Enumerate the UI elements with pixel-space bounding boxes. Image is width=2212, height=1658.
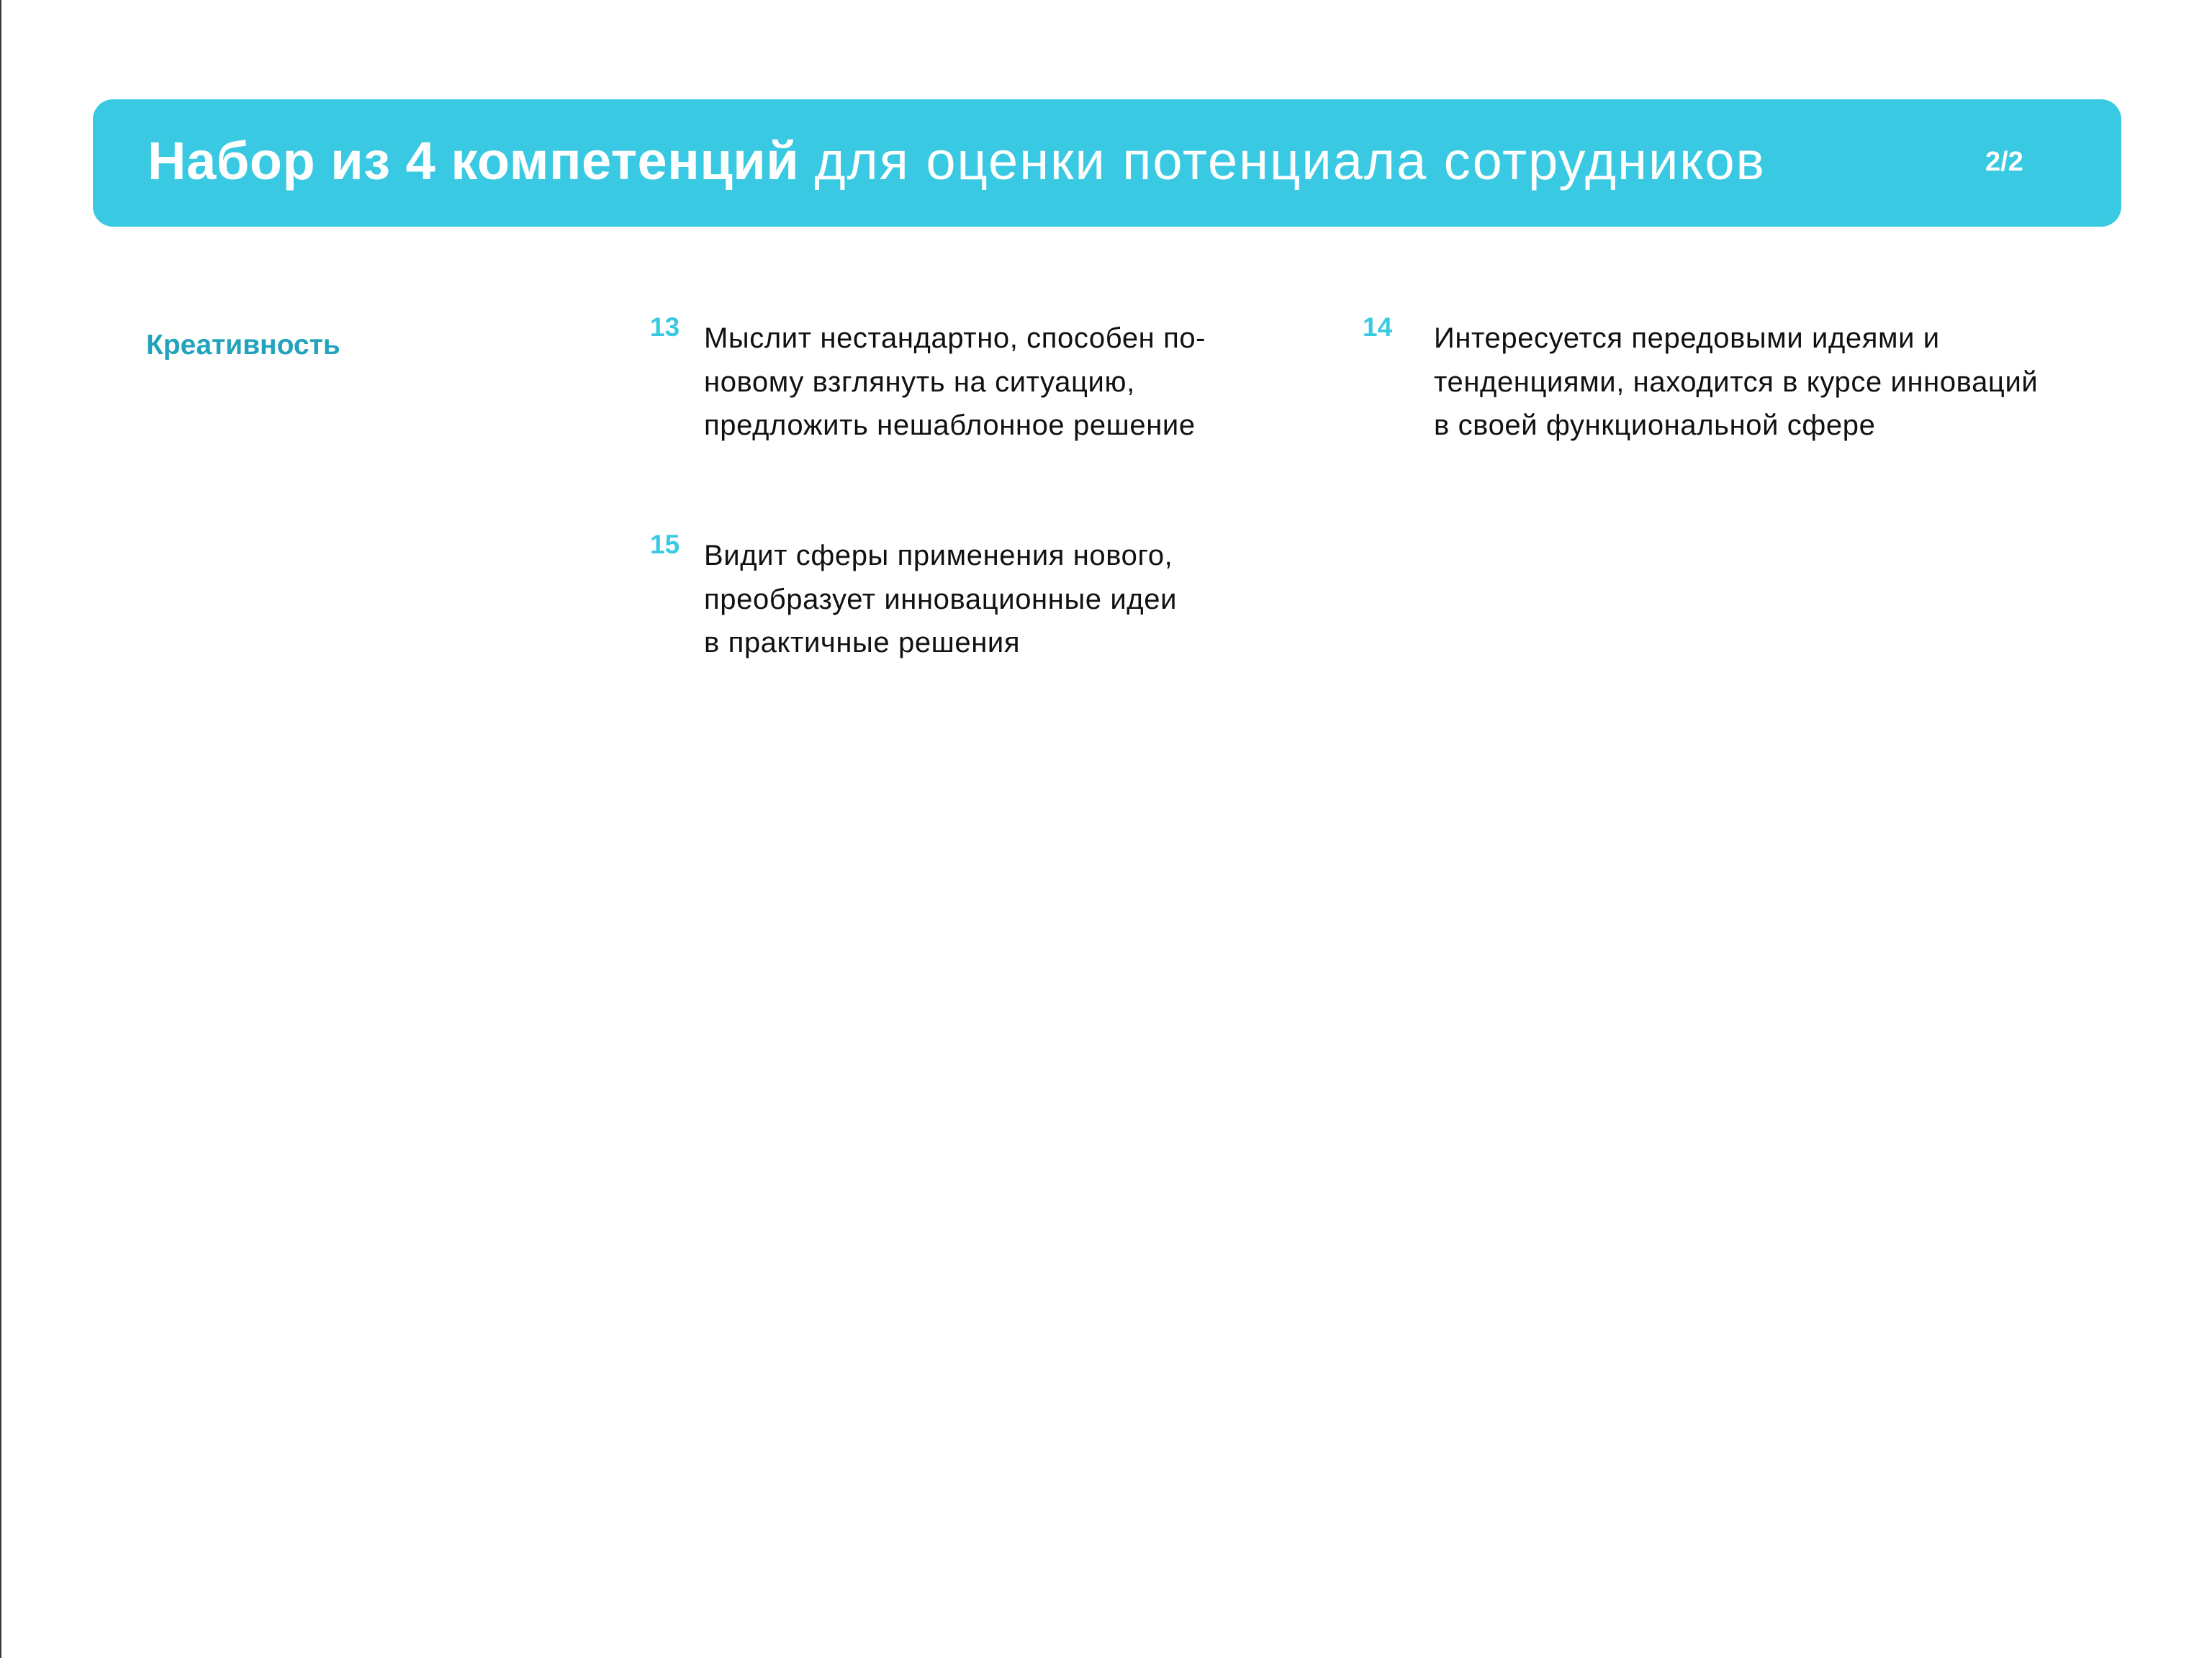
competency-number: 13: [650, 312, 680, 342]
competency-category-label: Креативность: [146, 330, 340, 361]
description-line: Интересуется передовыми идеями и: [1434, 322, 1940, 354]
page-counter: 2/2: [1985, 147, 2023, 177]
header-banner: [93, 99, 2121, 227]
page-edge-divider: [0, 0, 1, 1658]
page-title: [148, 125, 1766, 197]
description-line: в практичные решения: [704, 627, 1021, 658]
description-line: в своей функциональной сфере: [1434, 409, 1876, 441]
page-title-bold: Набор из 4 компетенций: [148, 131, 800, 191]
description-line: предложить нешаблонное решение: [704, 409, 1196, 441]
competency-number: 14: [1363, 312, 1393, 342]
description-line: Мыслит нестандартно, способен по-: [704, 322, 1206, 354]
competency-description: [704, 317, 1206, 448]
competency-description: [704, 534, 1177, 665]
description-line: тенденциями, находится в курсе инноваций: [1434, 366, 2039, 398]
page-title-regular: для оценки потенциала сотрудников: [814, 131, 1766, 191]
description-line: Видит сферы применения нового,: [704, 540, 1173, 571]
competency-number: 15: [650, 530, 680, 559]
description-line: новому взглянуть на ситуацию,: [704, 366, 1135, 398]
competency-description: [1434, 317, 2038, 448]
description-line: преобразует инновационные идеи: [704, 583, 1178, 615]
